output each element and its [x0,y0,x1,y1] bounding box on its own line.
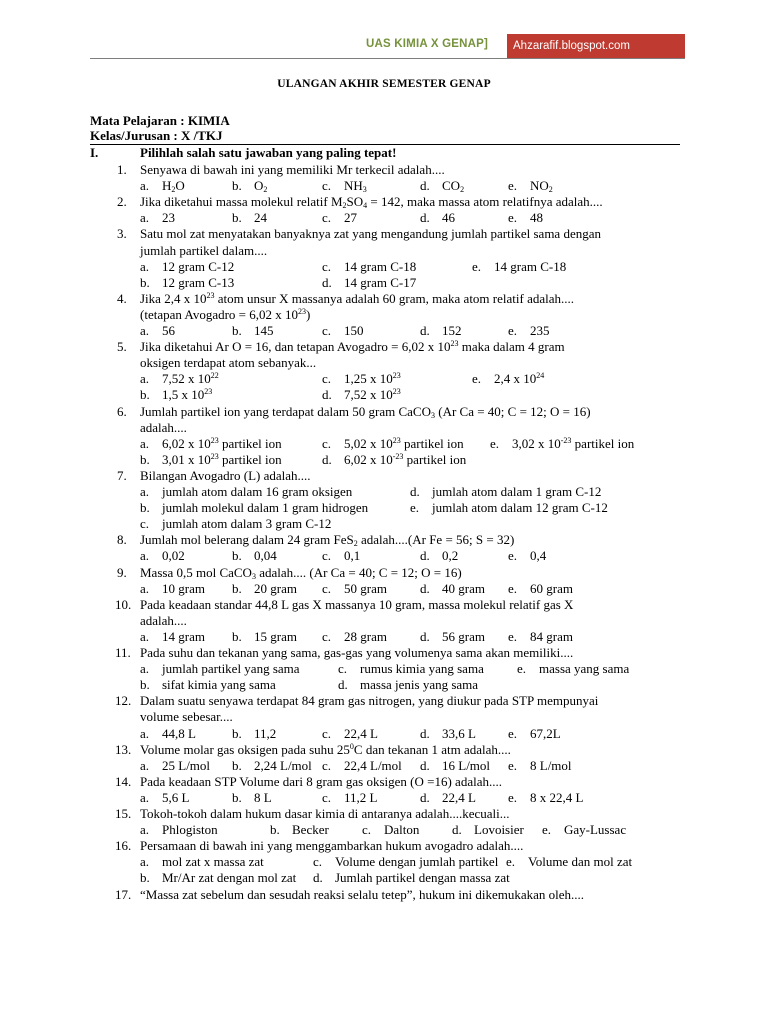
option-letter: e. [410,500,420,516]
answer-option: $NH_3$ [344,178,367,195]
option-letter: e. [472,258,482,274]
option-letter: a. [140,548,150,564]
option-letter: d. [420,323,430,338]
answer-option: 22,4 L [442,789,476,805]
question-text: Pada suhu dan tekanan yang sama, gas-gas yang volumenya sama akan memiliki.... [140,645,574,660]
question-text: Volume molar gas oksigen pada suhu $25^0C$ dan tekanan 1 atm adalah.... [140,741,511,757]
option-letter: b. [232,628,242,644]
answer-option: 7,52 x $10^{23}$ [344,387,401,403]
option-letter: b. [270,822,280,838]
option-letter: e. [517,661,527,677]
option-letter: a. [140,323,150,338]
option-letter: b. [140,387,150,403]
answer-option: 22,4 L/mol [344,757,402,773]
answer-option: 7,52 x $10^{22}$ [162,371,219,387]
answer-option: Becker [292,822,329,838]
option-letter: c. [322,789,332,805]
answer-option: 28 gram [344,628,387,644]
option-letter: c. [322,258,332,274]
question-number: 13. [115,741,132,757]
question-number: 8. [117,532,127,548]
answer-option: 0,2 [442,548,459,564]
answer-option: jumlah atom dalam 1 gram C-12 [432,484,602,499]
answer-option: Jumlah partikel dengan massa zat [335,870,510,886]
answer-option: 8 x 22,4 L [530,789,584,805]
answer-option: $NO_2$ [530,178,553,195]
answer-option: Dalton [384,822,420,838]
answer-option: massa jenis yang sama [360,677,479,693]
answer-option: 3,02 x $10^{-23}$ partikel ion [512,435,635,451]
answer-option: 1,5 x $10^{23}$ [162,387,213,403]
option-letter: d. [410,484,420,499]
answer-option: 15 gram [254,628,297,644]
option-letter: c. [322,210,332,226]
option-letter: e. [508,580,518,596]
question-number: 14. [115,773,132,789]
question-text: Jumlah mol belerang dalam 24 gram FeS$_2$ adalah....(Ar Fe = 56; S = 32) [140,532,515,549]
answer-option: 235 [530,323,550,338]
option-letter: d. [420,725,430,741]
option-letter: e. [506,854,516,870]
question-text: Bilangan Avogadro (L) adalah.... [140,467,311,483]
question-text: Jika diketahui massa molekul relatif $M_2SO_4 = 142$, maka massa atom relatifnya adalah.... [140,194,603,211]
answer-option: 84 gram [530,628,573,644]
answer-option: Volume dan mol zat [528,854,633,870]
option-letter: c. [322,371,332,387]
option-letter: a. [140,371,150,387]
answer-option: 0,4 [530,548,547,564]
option-letter: c. [322,757,332,773]
option-letter: b. [232,757,242,773]
answer-option: 24 [254,210,267,226]
answer-option: 56 gram [442,628,485,644]
answer-option: Gay-Lussac [564,822,627,838]
question-text-continued: adalah.... [140,612,187,628]
answer-option: 67,2L [530,725,561,741]
option-letter: e. [542,822,552,838]
answer-option: 44,8 L [162,725,196,741]
option-letter: e. [508,725,518,741]
question-number: 6. [117,403,127,419]
answer-option: jumlah molekul dalam 1 gram hidrogen [162,500,369,516]
answer-option: 20 gram [254,580,297,596]
option-letter: b. [232,548,242,564]
answer-option: 14 gram C-18 [344,258,417,274]
answer-option: 40 gram [442,580,485,596]
option-letter: c. [322,548,332,564]
question-number: 16. [115,838,132,854]
answer-option: 16 L/mol [442,757,491,773]
answer-option: $O_2$ [254,178,268,195]
option-letter: b. [140,451,150,467]
option-letter: d. [420,178,430,194]
question-number: 7. [117,467,127,483]
option-letter: b. [140,500,150,516]
option-letter: c. [322,323,332,338]
option-letter: b. [232,210,242,226]
class-line: Kelas/Jurusan : X /TKJ [90,128,223,143]
section-number: I. [90,145,99,160]
option-letter: e. [490,435,500,451]
option-letter: e. [508,548,518,564]
answer-option: jumlah atom dalam 12 gram C-12 [432,500,608,516]
question-text: Jumlah partikel ion yang terdapat dalam 50 gram CaCO$_3$ (Ar Ca = 40; C = 12; O = 16) [140,403,591,420]
option-letter: c. [322,178,332,194]
answer-option: sifat kimia yang sama [162,677,276,693]
answer-option: $H_2O$ [162,178,185,195]
question-text-continued: oksigen terdapat atom sebanyak... [140,355,317,371]
answer-option: rumus kimia yang sama [360,661,484,677]
option-letter: e. [508,628,518,644]
question-text: Jika 2,4 x $10^{23}$ atom unsur X massanya adalah 60 gram, maka atom relatif adalah.... [140,290,574,306]
option-letter: b. [140,274,150,290]
question-text: Satu mol zat menyatakan banyaknya zat yang mengandung jumlah partikel sama dengan [140,226,601,242]
question-number: 10. [115,596,132,612]
answer-option: 0,02 [162,548,185,564]
option-letter: a. [140,661,150,677]
option-letter: c. [322,580,332,596]
answer-option: 22,4 L [344,725,378,741]
answer-option: 150 [344,323,364,338]
answer-option: 46 [442,210,455,226]
option-letter: e. [472,371,482,387]
answer-option: 14 gram [162,628,205,644]
option-letter: e. [508,178,518,194]
answer-option: 56 [162,323,175,338]
answer-option: 11,2 [254,725,277,741]
section-instruction: Pilihlah salah satu jawaban yang paling tepat! [140,145,397,160]
option-letter: e. [508,323,518,338]
question-number: 2. [117,194,127,210]
subject-line: Mata Pelajaran : KIMIA [90,113,230,128]
question-number: 5. [117,339,127,355]
option-letter: c. [322,435,332,451]
option-letter: b. [140,870,150,886]
option-letter: d. [420,548,430,564]
question-number: 3. [117,226,127,242]
answer-option: 14 gram C-18 [494,258,567,274]
answer-option: 145 [254,323,274,338]
answer-option: Phlogiston [162,822,218,838]
question-text: Jika diketahui Ar O = 16, dan tetapan Avogadro = 6,02 x $10^{23}$ maka dalam 4 gram [140,339,565,355]
answer-option: Volume dengan jumlah partikel [335,854,499,870]
header-rule [90,58,685,59]
question-text-continued: (tetapan Avogadro = 6,02 x $10^{23}$) [140,306,311,322]
option-letter: d. [322,451,332,467]
option-letter: b. [140,677,150,693]
option-letter: d. [420,628,430,644]
question-text: Massa 0,5 mol CaCO$_3$ adalah.... (Ar Ca = 40; C = 12; O = 16) [140,564,462,581]
answer-option: 5,02 x $10^{23}$ partikel ion [344,435,464,451]
answer-option: massa yang sama [539,661,630,677]
page-title: ULANGAN AKHIR SEMESTER GENAP [277,78,491,90]
question-number: 9. [117,564,127,580]
answer-option: jumlah atom dalam 3 gram C-12 [162,516,332,532]
option-letter: d. [313,870,323,886]
option-letter: c. [140,516,150,532]
option-letter: c. [313,854,323,870]
answer-option: 14 gram C-17 [344,274,417,290]
option-letter: d. [420,757,430,773]
question-number: 17. [115,886,132,902]
answer-option: 12 gram C-13 [162,274,235,290]
question-number: 15. [115,806,132,821]
option-letter: d. [420,789,430,805]
question-text-continued: jumlah partikel dalam.... [140,242,268,258]
answer-option: 5,6 L [162,789,190,805]
question-text-continued: volume sebesar.... [140,709,233,725]
answer-option: 8 L [254,789,272,805]
option-letter: d. [452,822,462,838]
header-blog[interactable]: Ahzarafif.blogspot.com [513,40,630,52]
answer-option: 2,4 x $10^{24}$ [494,371,545,387]
answer-option: 25 L/mol [162,757,211,773]
answer-option: 23 [162,210,175,226]
answer-option: 27 [344,210,357,226]
option-letter: d. [338,677,348,693]
option-letter: d. [420,580,430,596]
option-letter: b. [232,323,242,338]
question-text: Tokoh-tokoh dalam hukum dasar kimia di antaranya adalah....kecuali... [140,806,510,821]
option-letter: a. [140,789,150,805]
option-letter: e. [508,789,518,805]
option-letter: e. [508,757,518,773]
answer-option: 6,02 x $10^{-23}$ partikel ion [344,451,467,467]
option-letter: b. [232,725,242,741]
answer-option: 50 gram [344,580,387,596]
answer-option: 10 gram [162,580,205,596]
question-text: Persamaan di bawah ini yang menggambarkan hukum avogadro adalah.... [140,838,524,854]
answer-option: 1,25 x $10^{23}$ [344,371,401,387]
answer-option: jumlah partikel yang sama [162,661,300,677]
option-letter: a. [140,484,150,499]
option-letter: c. [338,661,348,677]
question-text-continued: adalah.... [140,419,187,435]
answer-option: Mr/Ar zat dengan mol zat [162,870,297,886]
option-letter: a. [140,628,150,644]
answer-option: 60 gram [530,580,573,596]
question-number: 11. [115,645,131,660]
option-letter: a. [140,435,150,451]
answer-option: $CO_2$ [442,178,465,195]
option-letter: d. [322,387,332,403]
question-number: 4. [117,290,127,306]
answer-option: 152 [442,323,462,338]
option-letter: b. [232,178,242,194]
option-letter: a. [140,210,150,226]
answer-option: 2,24 L/mol [254,757,312,773]
question-text: Dalam suatu senyawa terdapat 84 gram gas nitrogen, yang diukur pada STP mempunyai [140,693,599,709]
question-text: “Massa zat sebelum dan sesudah reaksi selalu tetep”, hukum ini dikemukakan oleh.... [140,886,585,902]
option-letter: b. [232,580,242,596]
question-text: Senyawa di bawah ini yang memiliki Mr terkecil adalah.... [140,162,445,177]
answer-option: 0,1 [344,548,361,564]
question-number: 12. [115,693,132,709]
question-number: 1. [117,162,127,177]
question-text: Pada keadaan STP Volume dari 8 gram gas oksigen (O =16) adalah.... [140,773,502,789]
option-letter: a. [140,178,150,194]
answer-option: mol zat x massa zat [162,854,264,870]
option-letter: a. [140,725,150,741]
option-letter: d. [420,210,430,226]
option-letter: a. [140,580,150,596]
answer-option: 0,04 [254,548,277,564]
answer-option: 8 L/mol [530,757,572,773]
option-letter: d. [322,274,332,290]
answer-option: jumlah atom dalam 16 gram oksigen [162,484,353,499]
option-letter: c. [322,628,332,644]
option-letter: e. [508,210,518,226]
answer-option: 48 [530,210,543,226]
answer-option: Lovoisier [474,822,524,838]
header-title: UAS KIMIA X GENAP] [366,38,489,50]
answer-option: 11,2 L [344,789,378,805]
answer-option: 6,02 x $10^{23}$ partikel ion [162,435,282,451]
option-letter: a. [140,822,150,838]
question-text: Pada keadaan standar 44,8 L gas X massanya 10 gram, massa molekul relatif gas X [140,596,574,612]
option-letter: b. [232,789,242,805]
answer-option: 33,6 L [442,725,476,741]
answer-option: 12 gram C-12 [162,258,235,274]
option-letter: a. [140,854,150,870]
option-letter: a. [140,757,150,773]
option-letter: c. [322,725,332,741]
option-letter: c. [362,822,372,838]
option-letter: a. [140,258,150,274]
answer-option: 3,01 x $10^{23}$ partikel ion [162,451,282,467]
